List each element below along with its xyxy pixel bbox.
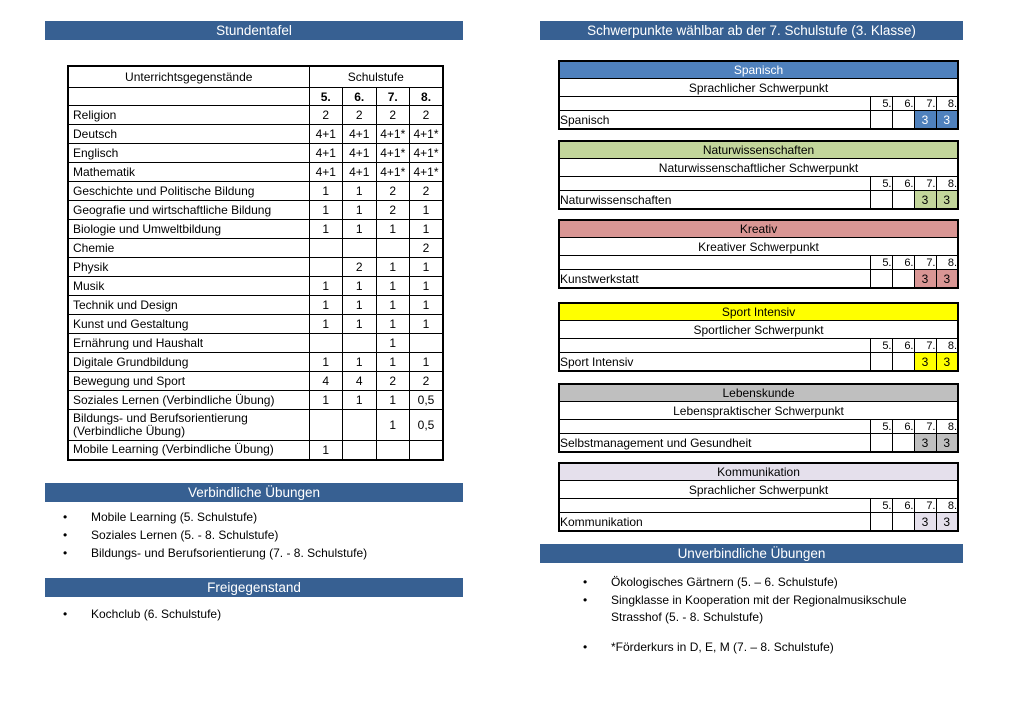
hours-cell: 1 (309, 201, 343, 220)
grade-header-cell: 8. (936, 420, 958, 434)
subject-label: Kunst und Gestaltung (68, 315, 309, 334)
focus-data-row (559, 111, 958, 130)
focus-title: Sport Intensiv (559, 303, 958, 321)
list-item-text: Singklasse in Kooperation mit der Regionalmusikschule Strasshof (5. - 8. Schulstufe) (611, 593, 907, 624)
hours-cell: 3 (914, 191, 936, 210)
hours-cell: 1 (376, 410, 410, 441)
focus-title-row (559, 61, 958, 79)
hours-cell: 2 (410, 239, 444, 258)
hours-cell: 1 (309, 277, 343, 296)
hours-cell: 1 (343, 277, 377, 296)
column-header-schulstufe: Schulstufe (309, 66, 443, 88)
focus-table (558, 383, 959, 453)
hours-cell (343, 334, 377, 353)
focus-grade-row (559, 499, 958, 513)
hours-cell (892, 270, 914, 289)
subject-label: Englisch (68, 144, 309, 163)
hours-cell: 3 (936, 434, 958, 453)
table-row (68, 163, 443, 182)
hours-cell (870, 191, 892, 210)
hours-cell (870, 434, 892, 453)
hours-cell: 1 (410, 296, 444, 315)
hours-cell (410, 334, 444, 353)
stundentafel-table (67, 65, 444, 461)
empty-cell (559, 499, 870, 513)
subject-label: Mobile Learning (Verbindliche Übung) (68, 441, 309, 460)
focus-title: Lebenskunde (559, 384, 958, 402)
hours-cell: 0,5 (410, 410, 444, 441)
focus-table (558, 140, 959, 210)
empty-cell (559, 177, 870, 191)
hours-cell (309, 258, 343, 277)
hours-cell (309, 334, 343, 353)
hours-cell: 4 (309, 372, 343, 391)
list-item (63, 606, 453, 623)
focus-grade-row (559, 339, 958, 353)
table-row (68, 277, 443, 296)
hours-cell: 3 (936, 191, 958, 210)
grade-header-cell: 7. (914, 339, 936, 353)
hours-cell: 1 (309, 441, 343, 460)
grade-header-cell: 8. (410, 88, 444, 106)
verbindliche-uebungen-list (63, 509, 453, 563)
hours-cell: 1 (343, 315, 377, 334)
hours-cell (343, 239, 377, 258)
focus-table (558, 219, 959, 289)
hours-cell: 3 (914, 270, 936, 289)
focus-subtitle: Lebenspraktischer Schwerpunkt (559, 402, 958, 420)
table-header-row (68, 66, 443, 88)
grade-header-cell: 8. (936, 499, 958, 513)
focus-grade-row (559, 256, 958, 270)
table-row (68, 296, 443, 315)
focus-grade-row (559, 97, 958, 111)
table-row (68, 239, 443, 258)
section-banner-schwerpunkte: Schwerpunkte wählbar ab der 7. Schulstufe (3. Klasse) (540, 21, 963, 40)
hours-cell: 1 (343, 182, 377, 201)
bullet-icon: • (63, 546, 68, 560)
hours-cell: 1 (343, 353, 377, 372)
subject-label: Soziales Lernen (Verbindliche Übung) (68, 391, 309, 410)
table-row (68, 410, 443, 441)
hours-cell (870, 111, 892, 130)
focus-row-label: Sport Intensiv (559, 353, 870, 372)
table-row (68, 372, 443, 391)
unverbindliche-uebungen-list (583, 574, 946, 657)
focus-grade-row (559, 177, 958, 191)
hours-cell: 1 (309, 182, 343, 201)
subject-label: Deutsch (68, 125, 309, 144)
grade-header-cell: 6. (892, 97, 914, 111)
focus-subtitle: Sprachlicher Schwerpunkt (559, 79, 958, 97)
grade-header-cell: 6. (892, 339, 914, 353)
bullet-icon: • (583, 575, 588, 589)
grade-header-cell: 7. (376, 88, 410, 106)
hours-cell: 1 (376, 296, 410, 315)
focus-subtitle-row (559, 79, 958, 97)
hours-cell (870, 270, 892, 289)
list-item-text: Mobile Learning (5. Schulstufe) (91, 510, 258, 524)
hours-cell: 3 (936, 270, 958, 289)
focus-title-row (559, 303, 958, 321)
hours-cell: 4+1 (309, 144, 343, 163)
list-item-text: Soziales Lernen (5. - 8. Schulstufe) (91, 528, 279, 542)
hours-cell: 1 (376, 334, 410, 353)
grade-header-row (68, 88, 443, 106)
hours-cell: 4+1* (376, 125, 410, 144)
table-row (68, 353, 443, 372)
bullet-icon: • (63, 607, 68, 621)
hours-cell: 3 (936, 353, 958, 372)
focus-subtitle-row (559, 159, 958, 177)
list-item (583, 639, 946, 656)
list-item-text: Bildungs- und Berufsorientierung (7. - 8. Schulstufe) (91, 546, 368, 560)
hours-cell (892, 434, 914, 453)
list-item (63, 509, 453, 526)
focus-row-label: Kunstwerkstatt (559, 270, 870, 289)
table-row (68, 441, 443, 460)
subject-label: Mathematik (68, 163, 309, 182)
grade-header-cell: 6. (892, 177, 914, 191)
hours-cell: 1 (376, 258, 410, 277)
grade-header-cell: 7. (914, 499, 936, 513)
hours-cell: 1 (309, 315, 343, 334)
hours-cell: 3 (936, 111, 958, 130)
column-header-subjects: Unterrichtsgegenstände (68, 66, 309, 88)
grade-header-cell: 5. (870, 177, 892, 191)
hours-cell: 1 (376, 353, 410, 372)
section-banner-stundentafel: Stundentafel (45, 21, 463, 40)
empty-cell (559, 420, 870, 434)
hours-cell: 1 (410, 201, 444, 220)
hours-cell: 1 (343, 220, 377, 239)
list-item-text: *Förderkurs in D, E, M (7. – 8. Schulstufe) (611, 640, 834, 654)
hours-cell (870, 513, 892, 532)
list-item (63, 545, 453, 562)
hours-cell: 2 (309, 106, 343, 125)
grade-header-cell: 5. (309, 88, 343, 106)
grade-header-cell: 8. (936, 339, 958, 353)
subject-label: Technik und Design (68, 296, 309, 315)
hours-cell: 1 (309, 353, 343, 372)
grade-header-cell: 6. (892, 499, 914, 513)
focus-subtitle: Sprachlicher Schwerpunkt (559, 481, 958, 499)
focus-subtitle-row (559, 321, 958, 339)
table-row (68, 258, 443, 277)
hours-cell: 4+1* (376, 163, 410, 182)
table-row (68, 391, 443, 410)
list-item (583, 574, 946, 591)
grade-header-cell: 7. (914, 420, 936, 434)
hours-cell (892, 353, 914, 372)
hours-cell: 1 (410, 220, 444, 239)
grade-header-cell: 6. (892, 256, 914, 270)
hours-cell: 1 (410, 258, 444, 277)
focus-data-row (559, 434, 958, 453)
subject-label: Musik (68, 277, 309, 296)
subject-label: Physik (68, 258, 309, 277)
table-row (68, 220, 443, 239)
hours-cell: 4+1 (343, 144, 377, 163)
hours-cell: 3 (936, 513, 958, 532)
focus-row-label: Naturwissenschaften (559, 191, 870, 210)
hours-cell: 3 (914, 513, 936, 532)
hours-cell: 1 (309, 296, 343, 315)
focus-title-row (559, 463, 958, 481)
hours-cell: 2 (376, 201, 410, 220)
section-banner-unverbindliche-uebungen: Unverbindliche Übungen (540, 544, 963, 563)
focus-subtitle: Sportlicher Schwerpunkt (559, 321, 958, 339)
hours-cell: 4 (343, 372, 377, 391)
hours-cell: 1 (410, 315, 444, 334)
empty-cell (559, 339, 870, 353)
hours-cell: 2 (376, 106, 410, 125)
hours-cell: 1 (376, 220, 410, 239)
hours-cell: 1 (343, 391, 377, 410)
subject-label: Digitale Grundbildung (68, 353, 309, 372)
focus-data-row (559, 353, 958, 372)
focus-data-row (559, 191, 958, 210)
empty-cell (559, 97, 870, 111)
hours-cell: 4+1 (309, 163, 343, 182)
subject-label: Ernährung und Haushalt (68, 334, 309, 353)
hours-cell: 1 (343, 296, 377, 315)
hours-cell (892, 191, 914, 210)
table-row (68, 201, 443, 220)
hours-cell: 1 (309, 220, 343, 239)
table-row (68, 334, 443, 353)
hours-cell: 2 (376, 182, 410, 201)
grade-header-cell: 5. (870, 339, 892, 353)
hours-cell: 1 (376, 315, 410, 334)
focus-grade-row (559, 420, 958, 434)
hours-cell: 2 (410, 182, 444, 201)
list-item-text: Ökologisches Gärtnern (5. – 6. Schulstufe) (611, 575, 838, 589)
hours-cell (870, 353, 892, 372)
focus-subtitle: Kreativer Schwerpunkt (559, 238, 958, 256)
grade-header-cell: 6. (343, 88, 377, 106)
hours-cell: 1 (410, 353, 444, 372)
table-row (68, 125, 443, 144)
grade-header-cell: 5. (870, 420, 892, 434)
subject-label: Geschichte und Politische Bildung (68, 182, 309, 201)
subject-label: Bewegung und Sport (68, 372, 309, 391)
bullet-icon: • (63, 510, 68, 524)
focus-row-label: Spanisch (559, 111, 870, 130)
hours-cell: 1 (309, 391, 343, 410)
grade-header-cell: 8. (936, 177, 958, 191)
hours-cell (410, 441, 444, 460)
hours-cell: 0,5 (410, 391, 444, 410)
hours-cell (376, 239, 410, 258)
freigegenstand-list (63, 606, 453, 624)
hours-cell: 4+1 (343, 125, 377, 144)
focus-subtitle-row (559, 481, 958, 499)
hours-cell (376, 441, 410, 460)
hours-cell: 4+1* (410, 144, 444, 163)
focus-title: Kreativ (559, 220, 958, 238)
bullet-icon: • (63, 528, 68, 542)
list-item-text: Kochclub (6. Schulstufe) (91, 607, 222, 621)
table-row (68, 106, 443, 125)
grade-header-cell: 7. (914, 256, 936, 270)
hours-cell (309, 239, 343, 258)
grade-header-cell: 6. (892, 420, 914, 434)
table-row (68, 144, 443, 163)
hours-cell (343, 441, 377, 460)
subject-label: Religion (68, 106, 309, 125)
focus-title-row (559, 384, 958, 402)
focus-title: Naturwissenschaften (559, 141, 958, 159)
focus-title-row (559, 141, 958, 159)
focus-title-row (559, 220, 958, 238)
grade-header-cell: 5. (870, 256, 892, 270)
hours-cell: 3 (914, 353, 936, 372)
empty-cell (559, 256, 870, 270)
subject-label: Geografie und wirtschaftliche Bildung (68, 201, 309, 220)
list-item (63, 527, 453, 544)
focus-table (558, 302, 959, 372)
focus-data-row (559, 270, 958, 289)
subject-label: Biologie und Umweltbildung (68, 220, 309, 239)
grade-header-cell: 8. (936, 256, 958, 270)
table-row (68, 315, 443, 334)
hours-cell: 1 (376, 277, 410, 296)
focus-title: Kommunikation (559, 463, 958, 481)
hours-cell: 1 (343, 201, 377, 220)
section-banner-freigegenstand: Freigegenstand (45, 578, 463, 597)
hours-cell: 2 (343, 106, 377, 125)
empty-header-cell (68, 88, 309, 106)
focus-subtitle: Naturwissenschaftlicher Schwerpunkt (559, 159, 958, 177)
hours-cell (309, 410, 343, 441)
hours-cell: 2 (410, 106, 444, 125)
grade-header-cell: 5. (870, 97, 892, 111)
hours-cell (343, 410, 377, 441)
bullet-icon: • (583, 593, 588, 607)
hours-cell: 4+1* (410, 125, 444, 144)
focus-table (558, 60, 959, 130)
focus-title: Spanisch (559, 61, 958, 79)
focus-data-row (559, 513, 958, 532)
focus-subtitle-row (559, 238, 958, 256)
hours-cell: 1 (376, 391, 410, 410)
subject-label: Chemie (68, 239, 309, 258)
hours-cell: 3 (914, 111, 936, 130)
hours-cell: 4+1* (376, 144, 410, 163)
section-banner-verbindliche-uebungen: Verbindliche Übungen (45, 483, 463, 502)
hours-cell: 2 (410, 372, 444, 391)
focus-table (558, 462, 959, 532)
hours-cell: 3 (914, 434, 936, 453)
grade-header-cell: 8. (936, 97, 958, 111)
hours-cell (892, 513, 914, 532)
grade-header-cell: 5. (870, 499, 892, 513)
list-item (583, 592, 946, 626)
grade-header-cell: 7. (914, 97, 936, 111)
hours-cell: 4+1 (343, 163, 377, 182)
table-row (68, 182, 443, 201)
subject-label: Bildungs- und Berufsorientierung (Verbindliche Übung) (68, 410, 309, 441)
hours-cell: 2 (343, 258, 377, 277)
hours-cell: 4+1 (309, 125, 343, 144)
hours-cell: 2 (376, 372, 410, 391)
grade-header-cell: 7. (914, 177, 936, 191)
hours-cell: 4+1* (410, 163, 444, 182)
hours-cell: 1 (410, 277, 444, 296)
focus-row-label: Selbstmanagement und Gesundheit (559, 434, 870, 453)
focus-row-label: Kommunikation (559, 513, 870, 532)
hours-cell (892, 111, 914, 130)
bullet-icon: • (583, 640, 588, 654)
focus-subtitle-row (559, 402, 958, 420)
